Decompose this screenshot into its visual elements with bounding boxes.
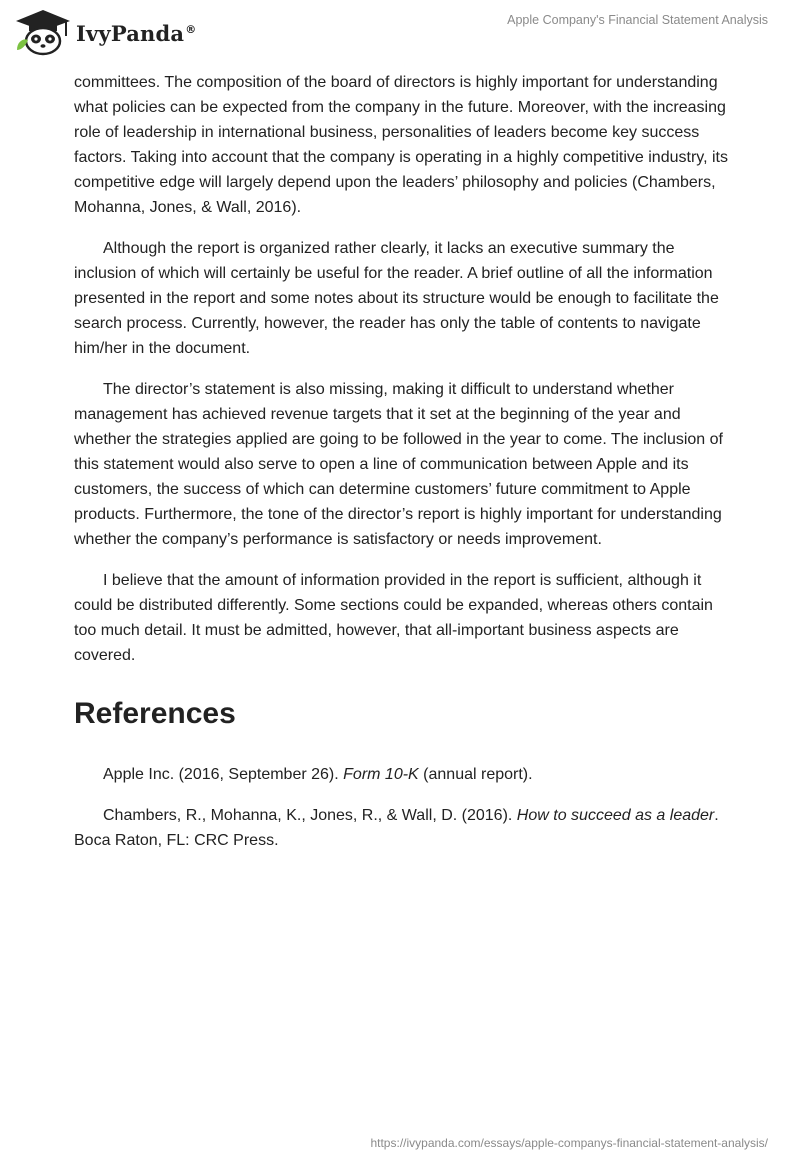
document-title: Apple Company's Financial Statement Analysis [507,13,768,27]
references-heading: References [74,697,236,730]
body-paragraph: I believe that the amount of information provided in the report is sufficient, although it could be distributed differently. Some sections could be expanded, whereas others contain too much detail. It must be admitted, however, that all-important business aspects are covered. [74,572,713,664]
reference-item: Apple Inc. (2016, September 26). Form 10-K (annual report). [103,766,533,783]
body-paragraph: Although the report is organized rather clearly, it lacks an executive summary the inclusion of which will certainly be useful for the reader. A brief outline of all the information presented in the report and some notes about its structure would be enough to facilitate the search process. Currently, however, the reader has only the table of contents to navigate him/her in the document. [74,240,719,357]
reference-item: Chambers, R., Mohanna, K., Jones, R., & Wall, D. (2016). How to succeed as a leader. Boca Raton, FL: CRC Press. [74,807,719,849]
source-url-link[interactable]: https://ivypanda.com/essays/apple-companys-financial-statement-analysis/ [370,1136,768,1150]
body-paragraph: The director’s statement is also missing, making it difficult to understand whether management has achieved revenue targets that it set at the beginning of the year and whether the strategies applied are going to be followed in the year to come. The inclusion of this statement would also serve to open a line of communication between Apple and its customers, the success of which can determine customers’ future commitment to Apple products. Furthermore, the tone of the director’s report is highly important for understanding whether the company’s performance is satisfactory or needs improvement. [74,381,723,548]
page-header [0,0,800,64]
body-paragraph: committees. The composition of the board of directors is highly important for understanding what policies can be expected from the company in the future. Moreover, with the increasing role of leadership in international business, personalities of leaders become key success factors. Taking into account that the company is operating in a highly competitive industry, its competitive edge will largely depend upon the leaders’ philosophy and policies (Chambers, Mohanna, Jones, & Wall, 2016). [74,74,728,216]
panda-graduate-icon [14,8,72,56]
brand-name: IvyPanda® [76,20,197,46]
brand-logo[interactable] [14,8,196,56]
essay-content [74,70,734,869]
